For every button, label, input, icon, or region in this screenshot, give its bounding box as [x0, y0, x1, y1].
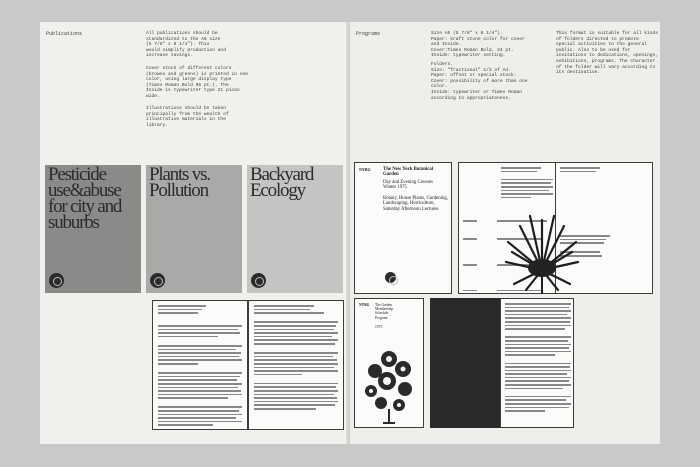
flower-engraving-illustration [359, 345, 421, 425]
cover-plants-vs-pollution [146, 165, 242, 293]
cover-backyard-ecology [247, 165, 343, 293]
text-lines [560, 167, 650, 174]
cover-title: Pesticide use&abuse for city and suburbs [48, 165, 122, 233]
seal-icon [150, 273, 165, 288]
org-name: The New York Botanical Garden [383, 167, 434, 178]
nybg-logo: NYBG [359, 303, 370, 307]
programs-text-1: Size A5 (5 7/8" x 8 1/4"). Paper: kraft stone color for cover and Inside. Cover:Times Roman Bold, 24 pt. Inside: typewriter setting. [431, 31, 525, 59]
cover-title: Plants vs. Pollution [149, 165, 210, 201]
publications-heading: Publications [46, 31, 83, 37]
text-lines [158, 305, 208, 316]
spiky-plant-illustration [502, 200, 582, 296]
cover-pesticide [45, 165, 141, 293]
program-cover [354, 162, 452, 294]
publications-text-2: Cover stock of different colors (browns and greens) is printed in one color, using large display type (Times Roman Bold 96 pt.). The Inside is typewriter type 21 picas wide. [146, 66, 248, 99]
programs-text-2: Folders. Size: "fractional" 1/3 of A4. Paper: offset or special stock. Cover: possibility of more than one color. Inside: typewriter or Times Roman according to appropriateness. [431, 62, 528, 101]
magazine-spread [40, 22, 660, 444]
folder-text: The Garden Membership Schedule Program [375, 303, 394, 320]
text-lines [501, 167, 553, 200]
inside-page-1 [152, 300, 248, 430]
inside-page-2 [248, 300, 344, 430]
nybg-logo: NYBG [359, 167, 371, 172]
left-page [40, 22, 348, 444]
text-lines [254, 305, 338, 412]
publications-text-3: Illustrations should be taken principally from the wealth of illustrative materials in the library. [146, 106, 229, 128]
programs-heading: Programs [356, 31, 381, 37]
course-title: Day and Evening Courses Winter 1975 [383, 180, 433, 191]
folder-year: 1975 [375, 325, 383, 329]
course-subjects: Botany, House Plants, Gardening, Landscaping, Horticulture, Saturday Afternoon Lectures [383, 196, 448, 212]
seal-icon [251, 273, 266, 288]
text-lines [158, 325, 242, 428]
publications-text-1: All publications should be standardized to the A5 size (5 7/8" x 8 1/4"). This would simplify production and increase savings. [146, 31, 226, 59]
text-lines [505, 303, 571, 414]
seal-icon [49, 273, 64, 288]
right-page [350, 22, 660, 444]
dark-panel [430, 298, 500, 428]
dense-text-page [500, 298, 574, 428]
seal-icon [385, 272, 396, 283]
cover-title: Backyard Ecology [250, 165, 314, 201]
programs-text-3: This format is suitable for all kinds of folders directed to promote special activities to the general public. Also to be used for invitations to dedications, openings, exhibitions, programs. The character of the folder will vary according to its destination. [556, 31, 658, 76]
folder-card [354, 298, 424, 428]
